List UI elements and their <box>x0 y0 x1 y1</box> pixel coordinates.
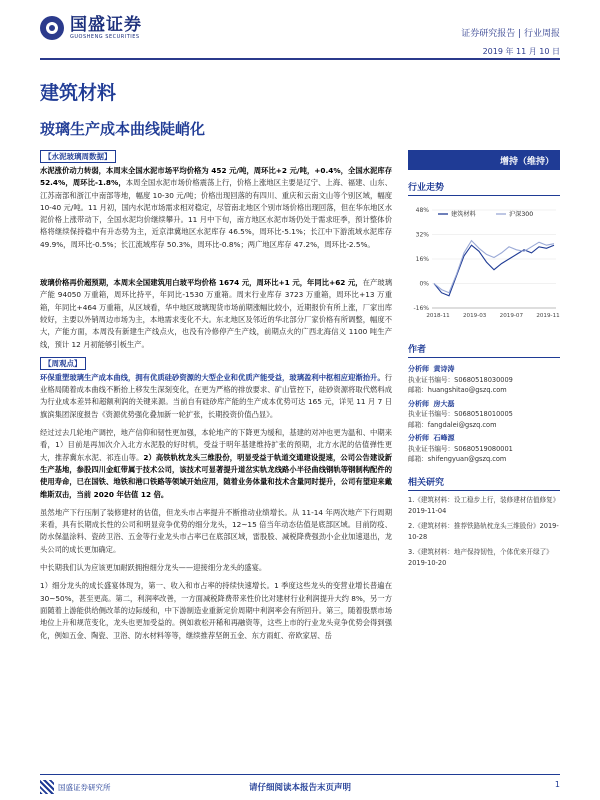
paragraph-environment: 环保重塑玻璃生产成本曲线，拥有优质硅砂资源的大型企业和优质产能受益，玻璃盈利中枢相应迎渐抬升。行业格局随着成本曲线不断抬上移发生深刻变化，在更为严格的排放要求、矿山管控下，硅砂资源将取代燃料成为行业成本差异和超额利润的关键来源。当前自有硅砂库产能的生产成本优势可达 165 元，详见 11 月 7 日旗滨集团深度报告《资源优势强化叠加新一轮扩张，长期投资价值凸显》。 <box>40 372 392 419</box>
y-tick-label: 16% <box>415 256 429 263</box>
legend-label: 建筑材料 <box>451 211 476 218</box>
report-type: 证券研究报告 | 行业周报 <box>461 29 560 39</box>
y-tick-label: 0% <box>419 280 429 288</box>
paragraph-long-term: 中长期我们认为应该更加耐跃拥抱细分龙头——迎接细分龙头的盛宴。 <box>40 563 267 573</box>
section-title-weekly-view: 【周观点】 <box>40 357 86 370</box>
related-report-link[interactable]: 2.《建筑材料：推荐铁路轨枕龙头三维股份》2019-10-28 <box>408 521 559 541</box>
analyst-item: 分析师 黄诗涛 执业证书编号：S0680518030009 邮箱：huangshitao@gszq.com <box>408 365 513 394</box>
footer-org: 国盛证券研究所 <box>58 782 111 792</box>
logo-name-cn: 国盛证券 <box>70 15 142 35</box>
y-tick-label: 32% <box>415 231 429 239</box>
analyst-title: 作者 <box>408 342 560 358</box>
y-tick-label: -16% <box>413 305 429 312</box>
analyst-item: 分析师 石峰源 执业证书编号：S0680519080001 邮箱：shifengyuan@gszq.com <box>408 434 513 463</box>
main-body <box>40 150 392 648</box>
sector-title: 建筑材料 <box>40 82 117 104</box>
series-line <box>434 241 554 293</box>
trend-title: 行业走势 <box>408 180 560 196</box>
paragraph-glass: 玻璃价格再价超预期，本周末全国建筑用白玻平均价格 1674 元，周环比+1 元，年同比+62 元，在产玻璃产能 94050 万重箱，周环比持平，年同比-1530 万重箱。周末行业库存 3723 万重箱，周环比+13 万重箱，年同比+464 万重箱，从区域看，华中地区玻璃现货市场前期涨幅比较小，近期报价有所上涨，厂家出库较好，主要以外销周边市场为主，本地需求变化不大。东北地区及邻近的华北部分厂家价格有所调整，幅度不大，产能方面，本周没有新建生产线点火，也没有冷修停产生产线，前期点火的广西北海信义 1100 吨生产线，预计 12 月初能够引板生产。 <box>40 278 392 349</box>
legend-label: 沪深300 <box>509 211 534 218</box>
footer-disclaimer: 请仔细阅读本报告末页声明 <box>248 783 351 793</box>
trend-chart <box>408 200 560 330</box>
rating-badge: 增持（维持） <box>408 150 560 170</box>
paragraph-decoration: 虽然地产下行压制了装修建材的估值，但龙头市占率提升不断推动业绩增长。从 11-14 年两次地产下行周期来看，具有长期成长性的公司和明显竞争优势的细分龙头，12~15 倍当年动态估值是底部区域。目前防疫、防水保温涂料、瓷砖卫浴、五金等行业龙头市占率已在底部区域，雷股股、减税降费强劲小企业加速退出，龙头公司的成长更加确定。 <box>40 507 392 554</box>
header-divider <box>40 58 560 60</box>
company-logo <box>40 16 142 40</box>
paragraph-cement: 水泥涨价动力转弱，本周末全国水泥市场平均价格为 452 元/吨，周环比+2 元/吨，+0.4%，全国水泥库存 52.4%，周环比-1.8%，本周全国水泥市场价格震荡上行，价格上涨地区主要是辽宁、上海、福建、山东、江苏南部和浙江中南部等地，幅度 10-30 元/吨；价格出现回落的有四川、重庆和云南文山等个别区域，幅度 10-40 元/吨。11 月初，国内水泥市场需求相对稳定，尽管南北地区个别市场价格出现回落，但在华东地区水泥价格上涨带动下，全国水泥均价继续攀升。11 月中下旬，南方地区水泥市场仍处于需求旺季，预计整体价格将继续保持稳中有升态势为主，近京津冀地区水泥库存 46.5%，周环比-5.1%；长江中下游流域水泥库存 49.9%，周环比-0.5%；长江流域库存 50.3%，周环比-0.8%；两广地区库存 47.2%，周环比-2.5%。 <box>40 166 392 249</box>
page-number: 1 <box>554 780 560 789</box>
x-tick-label: 2018-11 <box>426 313 450 319</box>
related-report-link[interactable]: 1.《建筑材料：设工稳步上行，装修建材估值修复》2019-11-04 <box>408 495 560 515</box>
analyst-list <box>408 364 560 465</box>
logo-name-en: GUOSHENG SECURITIES <box>70 34 140 40</box>
y-tick-label: 48% <box>415 207 429 214</box>
x-tick-label: 2019-07 <box>499 313 524 319</box>
logo-icon <box>40 16 64 40</box>
analyst-item: 分析师 房大磊 执业证书编号：S0680518010005 邮箱：fangdalei@gszq.com <box>408 399 513 429</box>
series-line <box>434 245 554 296</box>
paragraph-leaders: 1）细分龙头的成长盛宴体现为，第一、收入和市占率的持续快速增长。1 季度这些龙头的变营业增长普遍在 30~50%，甚至更高。第二，利润率改善，一方面减税降费带来性价比对建材行业利润提升大约 8%，另一方面随着上游能供给侧改革的边际缓和，中下游制造业重新定价周期中利润率会有所回升。第三，随着股票市场地位上升和规范变化，龙头也更加受益的。例如救松开稀和再融资等，这些上市的行业龙头竞争优势会得到强化，例如五金、陶瓷、卫浴、防水材料等等，继续推荐坚朗五金、东方雨虹、帝欧家居、岳 <box>40 581 392 640</box>
related-title: 相关研究 <box>408 475 560 491</box>
report-date: 2019 年 11 月 10 日 <box>482 47 560 56</box>
footer-divider <box>40 774 560 775</box>
paragraph-real-estate: 经过过去几轮地产调控，地产信仰和韧性更加强，本轮地产的下降更为缓和，基建的对冲也更为温和、中期来看，1）目前是再加次介入北方水泥股的好时机，受益于明年基建维持扩张的预期，北方水泥的估值弹性更大，推荐冀东水泥、祁连山等。2）高铁轨枕龙头三维股份，明显受益于轨道交通建设提速，公司公告建设新生产基地，参股四川金虹带属于技术公司，该技术可显著提升道岔实轨龙线路小半径曲线钢轨等钢制构配件的使用寿命，已在国铁、地铁和港口铁路等领域开始应用，随着业务体量和技术含量同时提升，公司有望迎来戴维斯双击，当前 2020 年估值 12 倍。 <box>40 428 393 499</box>
related-report-link[interactable]: 3.《建筑材料：地产保持韧性，个体优来开绿了》2019-10-20 <box>408 547 553 567</box>
x-tick-label: 2019-03 <box>462 313 487 319</box>
sidebar <box>408 150 560 569</box>
x-tick-label: 2019-11 <box>536 313 560 319</box>
section-title-weekly-data: 【水泥玻璃周数据】 <box>40 150 116 163</box>
report-headline: 玻璃生产成本曲线陡峭化 <box>40 120 206 138</box>
